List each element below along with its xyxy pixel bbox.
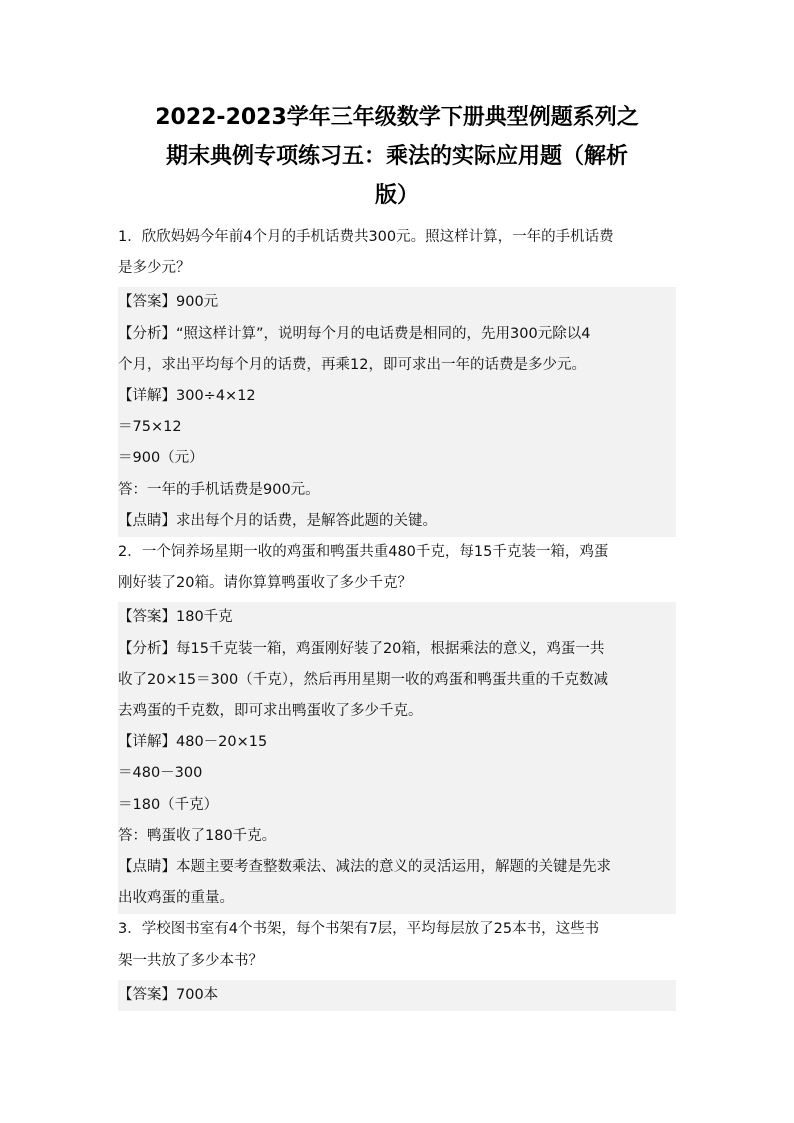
question-1-detail-line-1: 【详解】300÷4×12 (118, 388, 256, 405)
question-2-solution (118, 602, 676, 914)
question-1 (118, 222, 676, 537)
question-1-solution (118, 287, 676, 537)
question-1-answer: 【答案】900元 (118, 294, 219, 311)
question-3-stem (118, 914, 676, 976)
question-2-detail-line-3: ＝180（千克） (118, 796, 219, 813)
question-1-analysis-line-2: 个月，求出平均每个月的话费，再乘12，即可求出一年的话费是多少元。 (118, 356, 586, 373)
title-line-2: 期末典例专项练习五：乘法的实际应用题（解析 (165, 144, 628, 169)
question-2-comment-line-1: 【点睛】本题主要考查整数乘法、减法的意义的灵活运用，解题的关键是先求 (118, 859, 611, 876)
question-1-stem (118, 222, 676, 284)
document-title (0, 98, 794, 215)
question-2-analysis-line-1: 【分析】每15千克装一箱，鸡蛋刚好装了20箱，根据乘法的意义，鸡蛋一共 (118, 640, 605, 657)
question-2-stem-line-2: 刚好装了20箱。请你算算鸭蛋收了多少千克？ (118, 575, 412, 592)
question-2-detail-line-2: ＝480－300 (118, 765, 203, 782)
question-3-stem-line-2: 架一共放了多少本书？ (118, 952, 263, 969)
question-3 (118, 914, 676, 1011)
question-1-comment: 【点睛】求出每个月的话费，是解答此题的关键。 (118, 512, 437, 529)
question-2-answer: 【答案】180千克 (118, 609, 233, 626)
question-2-analysis-line-3: 去鸡蛋的千克数，即可求出鸭蛋收了多少千克。 (118, 703, 423, 720)
document-body (118, 222, 676, 1011)
question-1-stem-line-1: 1．欣欣妈妈今年前4个月的手机话费共300元。照这样计算，一年的手机话费 (118, 229, 614, 245)
question-2-comment-line-2: 出收鸡蛋的重量。 (118, 890, 234, 907)
question-1-analysis-line-1: 【分析】“照这样计算”，说明每个月的电话费是相同的，先用300元除以4 (118, 325, 591, 342)
title-line-1: 2022-2023学年三年级数学下册典型例题系列之 (155, 105, 639, 130)
question-1-analysis (118, 319, 676, 381)
question-1-detail-line-2: ＝75×12 (118, 419, 182, 436)
question-3-stem-line-1: 3．学校图书室有4个书架，每个书架有7层，平均每层放了25本书，这些书 (118, 921, 600, 938)
question-3-answer: 【答案】700本 (118, 986, 219, 1003)
question-1-detail-line-4: 答：一年的手机话费是900元。 (118, 481, 320, 498)
question-2-analysis (118, 634, 676, 728)
question-2-comment (118, 852, 676, 914)
question-3-solution (118, 980, 676, 1011)
question-2 (118, 537, 676, 914)
question-1-stem-line-2: 是多少元？ (118, 260, 191, 277)
question-1-detail-line-3: ＝900（元） (118, 450, 204, 467)
question-2-detail-line-4: 答：鸭蛋收了180千克。 (118, 827, 277, 844)
question-2-detail-line-1: 【详解】480－20×15 (118, 734, 268, 751)
question-2-stem (118, 537, 676, 599)
title-line-3: 版） (374, 183, 419, 208)
question-2-stem-line-1: 2．一个饲养场星期一收的鸡蛋和鸭蛋共重480千克，每15千克装一箱，鸡蛋 (118, 544, 609, 561)
question-2-analysis-line-2: 收了20×15＝300（千克），然后再用星期一收的鸡蛋和鸭蛋共重的千克数减 (118, 671, 608, 688)
